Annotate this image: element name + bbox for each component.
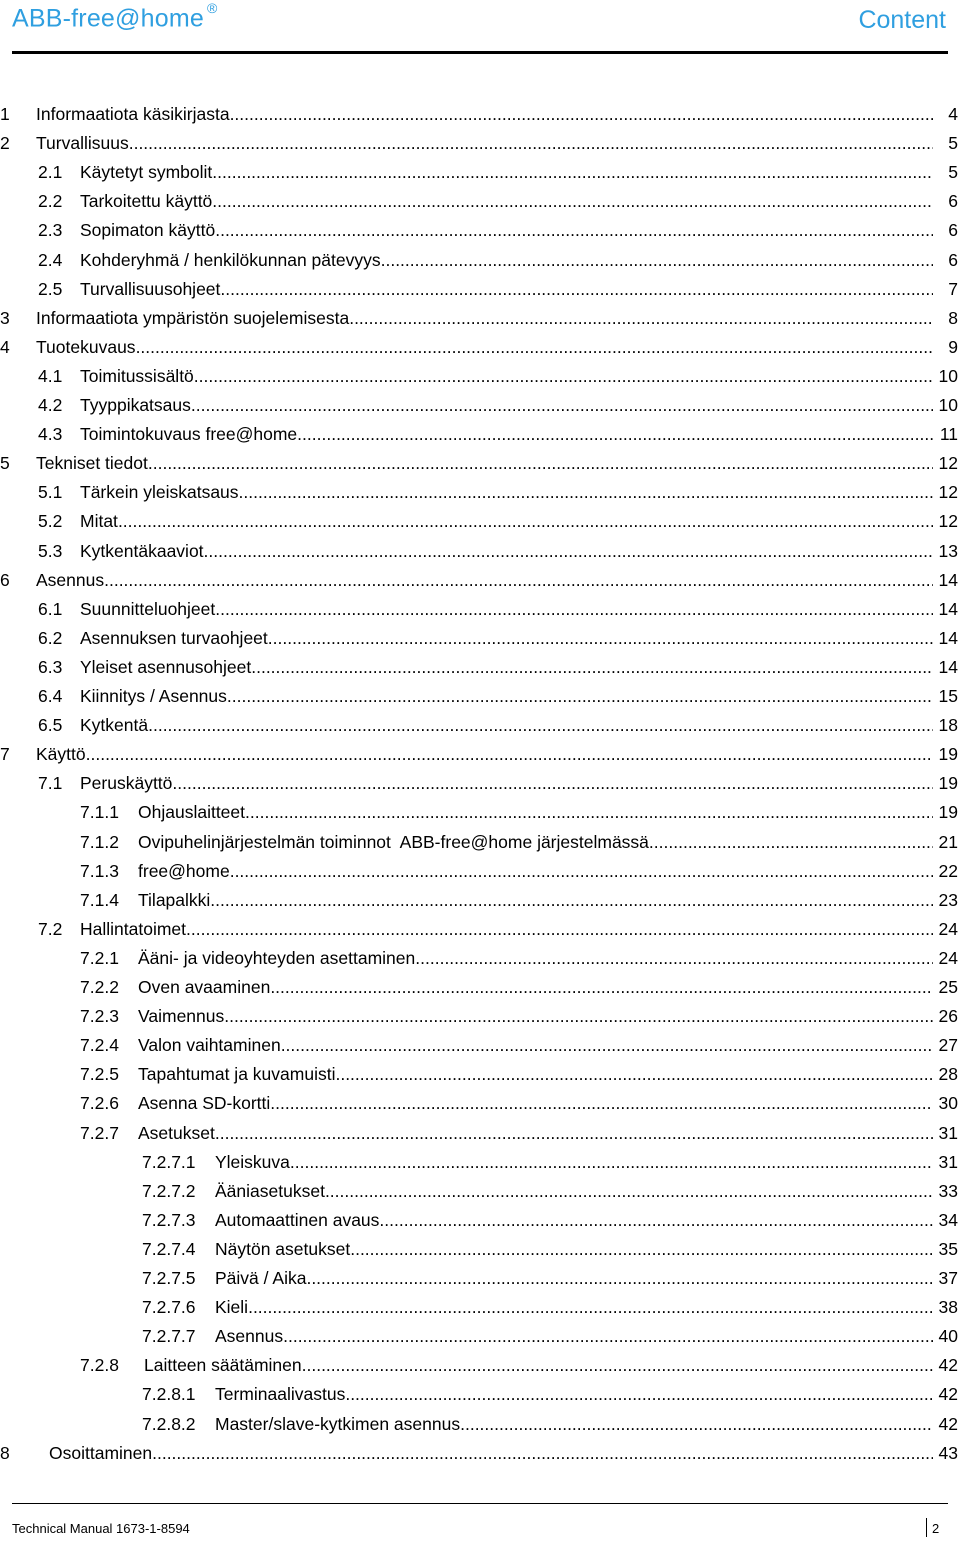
toc-entry-number: 7.2.8.2: [142, 1413, 196, 1434]
toc-entry-title: Ohjauslaitteet: [138, 802, 246, 823]
toc-entry-page: 6: [948, 249, 958, 270]
toc-entry-number: 5.3: [38, 540, 63, 561]
toc-entry-number: 2.5: [38, 278, 63, 299]
toc-entry-page: 10: [938, 365, 958, 386]
toc-entry-page: 12: [938, 511, 958, 532]
toc-entry-leader: [212, 158, 933, 187]
toc-entry-title: Tapahtumat ja kuvamuisti: [138, 1064, 336, 1085]
toc-entry-leader: [381, 246, 933, 275]
toc-entry-title: Käyttö: [36, 744, 86, 765]
toc-entry-leader: [281, 1031, 933, 1060]
toc-entry-leader: [283, 1322, 933, 1351]
toc-entry-number: 7: [0, 744, 10, 765]
toc-entry-number: 7.2.7.6: [142, 1297, 196, 1318]
toc-entry-leader: [306, 1264, 933, 1293]
toc-entry-number: 6.5: [38, 715, 63, 736]
toc-entry-title: Ovipuhelinjärjestelmän toiminnot ABB-free@home järjestelmässä: [138, 831, 649, 852]
toc-entry[interactable]: [0, 798, 960, 827]
toc-entry-page: 14: [938, 598, 958, 619]
toc-entry-title: Hallintatoimet: [80, 918, 187, 939]
toc-entry[interactable]: [0, 1089, 960, 1118]
toc-entry-leader: [210, 886, 933, 915]
toc-entry-title: Kieli: [215, 1297, 249, 1318]
toc-entry-page: 25: [938, 977, 958, 997]
toc-entry-title: Kiinnitys / Asennus: [80, 686, 227, 706]
toc-entry-number: 2.2: [38, 191, 63, 212]
toc-entry-page: 26: [938, 1006, 958, 1027]
toc-entry-title: Informaatiota ympäristön suojelemisesta: [36, 307, 350, 328]
toc-entry[interactable]: [0, 1264, 960, 1293]
toc-entry[interactable]: [0, 362, 960, 391]
toc-entry-title: Tyyppikatsaus: [80, 395, 191, 415]
toc-entry-number: 7.1: [38, 773, 63, 794]
toc-entry-title: Yleiskuva: [215, 1151, 290, 1172]
toc-entry-title: Ääniasetukset: [215, 1180, 325, 1201]
toc-entry-leader: [104, 566, 933, 595]
toc-entry-leader: [129, 129, 933, 158]
toc-entry[interactable]: [0, 595, 960, 624]
toc-entry[interactable]: [0, 857, 960, 886]
toc-entry-title: Asennuksen turvaohjeet: [80, 627, 268, 648]
toc-entry-number: 7.2.8.1: [142, 1384, 196, 1405]
toc-entry-title: Valon vaihtaminen: [138, 1035, 281, 1056]
toc-entry-title: Mitat: [80, 511, 118, 532]
toc-entry-leader: [136, 333, 933, 362]
toc-entry[interactable]: [0, 1439, 960, 1468]
toc-entry[interactable]: [0, 507, 960, 536]
toc-entry-page: 21: [938, 831, 958, 852]
toc-entry-number: 7.2.7.1: [142, 1151, 196, 1172]
toc-entry-page: 28: [938, 1064, 958, 1085]
toc-entry-title: Kohderyhmä / henkilökunnan pätevyys: [80, 249, 381, 270]
toc-entry[interactable]: [0, 537, 960, 566]
toc-entry-number: 2: [0, 133, 10, 154]
toc-entry-number: 5.2: [38, 511, 63, 532]
toc-entry[interactable]: [0, 566, 960, 595]
toc-entry-leader: [194, 362, 933, 391]
toc-entry[interactable]: [0, 944, 960, 973]
toc-entry[interactable]: [0, 100, 960, 129]
footer-separator: [926, 1518, 927, 1537]
toc-entry-title: Tuotekuvaus: [36, 336, 136, 357]
toc-entry[interactable]: [0, 275, 960, 304]
toc-entry-title: Kytkentä: [80, 715, 149, 736]
toc-entry-title: Turvallisuusohjeet: [80, 278, 221, 299]
toc-entry-number: 7.1.4: [80, 889, 119, 910]
footer-document-id: Technical Manual 1673-1-8594: [12, 1521, 190, 1536]
toc-entry-number: 7.1.3: [80, 860, 119, 881]
toc-entry-title: Suunnitteluohjeet: [80, 598, 216, 619]
toc-entry-page: 15: [938, 686, 958, 706]
toc-entry[interactable]: [0, 1177, 960, 1206]
toc-entry-number: 7.2.1: [80, 947, 119, 968]
toc-entry-page: 4: [948, 104, 958, 124]
toc-entry-title: Informaatiota käsikirjasta: [36, 104, 230, 124]
toc-entry[interactable]: [0, 915, 960, 944]
toc-entry-number: 5.1: [38, 482, 63, 503]
toc-entry-title: Terminaalivastus: [215, 1384, 346, 1405]
header-divider: [12, 51, 948, 54]
toc-entry-title: Asenna SD-kortti: [138, 1093, 271, 1114]
toc-entry-leader: [230, 100, 933, 129]
toc-entry[interactable]: [0, 769, 960, 798]
toc-entry-leader: [349, 304, 933, 333]
toc-entry-page: 42: [938, 1355, 958, 1376]
toc-entry-page: 7: [948, 278, 958, 299]
toc-entry-leader: [345, 1380, 933, 1409]
toc-entry-page: 27: [938, 1035, 958, 1056]
toc-entry-title: free@home: [138, 860, 230, 881]
toc-entry-number: 6.2: [38, 627, 63, 648]
toc-entry[interactable]: [0, 653, 960, 682]
toc-entry[interactable]: [0, 624, 960, 653]
brand-title: ABB-free@home ®: [12, 0, 218, 33]
toc-entry-page: 30: [938, 1093, 958, 1114]
toc-entry-page: 18: [938, 715, 958, 736]
toc-entry-number: 7.2: [38, 918, 63, 939]
toc-entry-leader: [215, 216, 933, 245]
toc-entry-leader: [224, 1002, 933, 1031]
toc-entry-title: Osoittaminen: [49, 1442, 153, 1463]
toc-entry-number: 8: [0, 1442, 10, 1463]
toc-entry-title: Tekniset tiedot: [36, 453, 148, 474]
toc-entry[interactable]: [0, 246, 960, 275]
toc-entry-page: 31: [938, 1122, 958, 1143]
toc-entry-number: 4.1: [38, 365, 63, 386]
toc-entry-page: 35: [938, 1238, 958, 1259]
toc-entry-number: 7.2.8: [80, 1355, 119, 1376]
toc-entry-title: Päivä / Aika: [215, 1268, 307, 1288]
toc-entry[interactable]: [0, 129, 960, 158]
toc-entry-title: Turvallisuus: [36, 133, 129, 154]
toc-entry-number: 7.2.6: [80, 1093, 119, 1114]
toc-entry-title: Peruskäyttö: [80, 773, 173, 794]
toc-entry-leader: [325, 1177, 933, 1206]
toc-entry-leader: [460, 1410, 933, 1439]
toc-entry-leader: [152, 1439, 933, 1468]
toc-entry-number: 3: [0, 307, 10, 328]
toc-entry-leader: [335, 1060, 933, 1089]
section-title: Content: [858, 6, 946, 34]
toc-entry-leader: [248, 1293, 933, 1322]
toc-entry-page: 12: [938, 453, 958, 474]
toc-entry-number: 7.2.7.5: [142, 1268, 196, 1288]
toc-entry-title: Toimintokuvaus free@home: [80, 424, 298, 445]
toc-entry[interactable]: [0, 1322, 960, 1351]
toc-entry-page: 40: [938, 1326, 958, 1347]
toc-entry-number: 6: [0, 569, 10, 590]
toc-entry-leader: [186, 915, 933, 944]
toc-entry-leader: [350, 1235, 933, 1264]
toc-entry-page: 19: [938, 744, 958, 765]
toc-entry-page: 9: [948, 336, 958, 357]
toc-entry-number: 7.1.1: [80, 802, 119, 823]
toc-entry-title: Toimitussisältö: [80, 365, 194, 386]
toc-entry-leader: [379, 1206, 933, 1235]
toc-entry-page: 19: [938, 802, 958, 823]
toc-entry-title: Käytetyt symbolit: [80, 162, 213, 183]
toc-entry-page: 42: [938, 1384, 958, 1405]
toc-entry-page: 37: [938, 1268, 958, 1288]
toc-entry[interactable]: [0, 1060, 960, 1089]
toc-entry-page: 31: [938, 1151, 958, 1172]
toc-entry-page: 13: [938, 540, 958, 561]
toc-entry-title: Tarkoitettu käyttö: [80, 191, 213, 212]
toc-entry-leader: [172, 769, 933, 798]
toc-entry[interactable]: [0, 304, 960, 333]
toc-entry-page: 12: [938, 482, 958, 503]
toc-entry-title: Laitteen säätäminen: [144, 1355, 302, 1376]
page-header: [12, 0, 948, 54]
toc-entry[interactable]: [0, 1380, 960, 1409]
toc-entry-leader: [302, 1351, 933, 1380]
toc-entry-number: 6.3: [38, 656, 63, 677]
toc-entry-page: 38: [938, 1297, 958, 1318]
registered-mark: ®: [206, 0, 218, 16]
footer-divider: [12, 1503, 948, 1504]
toc-entry-leader: [118, 507, 933, 536]
toc-entry[interactable]: [0, 1410, 960, 1439]
toc-entry-page: 8: [948, 307, 958, 328]
toc-entry-leader: [86, 740, 933, 769]
toc-entry[interactable]: [0, 682, 960, 711]
toc-entry-page: 34: [938, 1209, 958, 1230]
toc-entry-leader: [212, 187, 933, 216]
toc-entry-number: 6.1: [38, 598, 63, 619]
toc-entry-number: 5: [0, 453, 10, 474]
toc-entry[interactable]: [0, 711, 960, 740]
toc-entry-number: 7.2.7: [80, 1122, 119, 1143]
toc-entry[interactable]: [0, 420, 960, 449]
toc-entry-page: 11: [939, 424, 958, 445]
toc-entry-page: 24: [938, 947, 958, 968]
toc-entry-title: Tärkein yleiskatsaus: [80, 482, 239, 503]
toc-entry[interactable]: [0, 1031, 960, 1060]
toc-entry-number: 7.2.7.4: [142, 1238, 196, 1259]
toc-entry[interactable]: [0, 828, 960, 857]
toc-entry[interactable]: [0, 1351, 960, 1380]
toc-entry-leader: [227, 682, 933, 711]
toc-entry[interactable]: [0, 158, 960, 187]
toc-entry[interactable]: [0, 1206, 960, 1235]
toc-entry-number: 4: [0, 336, 10, 357]
toc-entry[interactable]: [0, 333, 960, 362]
toc-entry-title: Ääni- ja videoyhteyden asettaminen: [138, 947, 416, 968]
toc-entry-number: 2.4: [38, 249, 63, 270]
toc-entry-page: 42: [938, 1413, 958, 1434]
toc-entry-number: 7.2.7.3: [142, 1209, 196, 1230]
toc-entry-page: 5: [948, 133, 958, 154]
toc-entry-title: Asennus: [215, 1326, 284, 1347]
toc-entry-page: 6: [948, 220, 958, 241]
toc-entry-page: 14: [938, 627, 958, 648]
toc-entry[interactable]: [0, 1148, 960, 1177]
toc-entry-title: Tilapalkki: [138, 889, 211, 910]
toc-entry-leader: [239, 478, 933, 507]
toc-entry[interactable]: [0, 216, 960, 245]
toc-entry-number: 7.2.5: [80, 1064, 119, 1085]
toc-entry-title: Automaattinen avaus: [215, 1209, 380, 1230]
toc-entry-number: 4.2: [38, 395, 63, 415]
toc-entry[interactable]: [0, 1293, 960, 1322]
toc-entry-number: 7.2.3: [80, 1006, 119, 1027]
toc-entry-leader: [270, 973, 933, 1002]
toc-entry-page: 14: [938, 569, 958, 590]
toc-entry-number: 6.4: [38, 686, 63, 706]
toc-entry[interactable]: [0, 1002, 960, 1031]
toc-entry-number: 7.2.2: [80, 977, 119, 997]
toc-entry-number: 7.1.2: [80, 831, 119, 852]
toc-entry-page: 43: [938, 1442, 958, 1463]
toc-entry-leader: [290, 1148, 933, 1177]
toc-entry[interactable]: [0, 1235, 960, 1264]
toc-entry-number: 7.2.7.2: [142, 1180, 196, 1201]
toc-entry-number: 2.1: [38, 162, 63, 183]
toc-entry-title: Master/slave-kytkimen asennus: [215, 1413, 461, 1434]
toc-entry-leader: [251, 653, 933, 682]
toc-entry-leader: [215, 1119, 933, 1148]
toc-entry-page: 5: [948, 162, 958, 183]
toc-entry-leader: [415, 944, 933, 973]
toc-entry-leader: [148, 449, 933, 478]
toc-entry-title: Vaimennus: [138, 1006, 225, 1027]
toc-entry-leader: [297, 420, 933, 449]
toc-entry[interactable]: [0, 886, 960, 915]
toc-entry-leader: [191, 391, 933, 420]
toc-entry-title: Sopimaton käyttö: [80, 220, 216, 241]
toc-entry-leader: [148, 711, 933, 740]
toc-entry[interactable]: [0, 740, 960, 769]
toc-entry[interactable]: [0, 187, 960, 216]
toc-entry-page: 33: [938, 1180, 958, 1201]
toc-entry-leader: [230, 857, 933, 886]
toc-entry-title: Kytkentäkaaviot: [80, 540, 204, 561]
toc-entry[interactable]: [0, 478, 960, 507]
toc-entry-number: 7.2.7.7: [142, 1326, 196, 1347]
toc-entry-page: 24: [938, 918, 958, 939]
toc-entry-leader: [245, 798, 933, 827]
toc-entry-page: 22: [938, 860, 958, 881]
toc-entry-leader: [649, 828, 933, 857]
toc-entry-number: 4.3: [38, 424, 63, 445]
toc-entry-leader: [215, 595, 933, 624]
toc-entry-page: 19: [938, 773, 958, 794]
toc-entry-title: Asennus: [36, 569, 105, 590]
toc-entry-page: 10: [938, 395, 958, 415]
toc-entry-leader: [268, 624, 933, 653]
toc-entry-title: Yleiset asennusohjeet: [80, 656, 252, 677]
toc-entry-leader: [204, 537, 933, 566]
toc-entry[interactable]: [0, 973, 960, 1002]
toc-entry-number: 1: [0, 104, 10, 124]
toc-entry-title: Oven avaaminen: [138, 977, 271, 997]
footer-page-number: 2: [932, 1521, 940, 1536]
toc-entry-page: 23: [938, 889, 958, 910]
toc-entry-page: 6: [948, 191, 958, 212]
toc-entry-page: 14: [938, 656, 958, 677]
toc-entry-leader: [220, 275, 933, 304]
toc-entry[interactable]: [0, 391, 960, 420]
toc-entry[interactable]: [0, 1119, 960, 1148]
toc-entry[interactable]: [0, 449, 960, 478]
toc-entry-title: Näytön asetukset: [215, 1238, 351, 1259]
toc-entry-number: 7.2.4: [80, 1035, 119, 1056]
toc-entry-title: Asetukset: [138, 1122, 215, 1143]
toc-entry-leader: [270, 1089, 933, 1118]
toc-entry-number: 2.3: [38, 220, 63, 241]
